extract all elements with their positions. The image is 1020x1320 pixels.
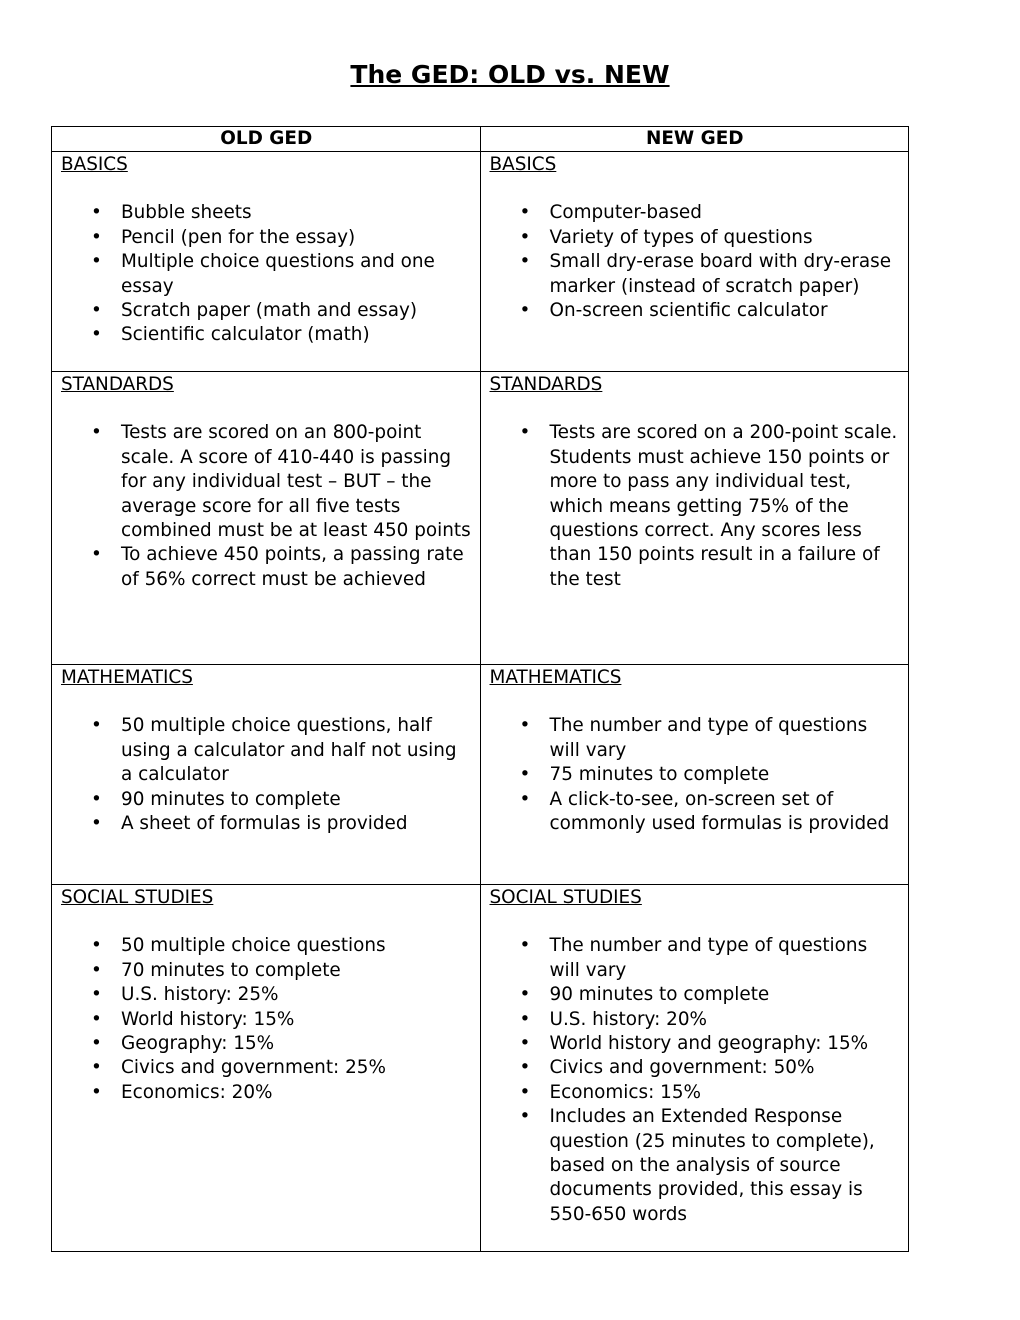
list-item: • 70 minutes to complete [121, 959, 472, 983]
list-item: • Civics and government: 50% [550, 1056, 901, 1080]
section-heading: STANDARDS [61, 374, 174, 395]
section-heading: STANDARDS [489, 374, 603, 395]
old-ged-cell [52, 152, 481, 372]
list-item: • Scratch paper (math and essay) [121, 299, 472, 323]
list-item: • Computer-based [550, 201, 901, 225]
list-item: • Tests are scored on a 200-point scale. Students must achieve 150 points or more to pass any individual test, which means getting 75% of the questions correct. Any scores less than 150 points result in a failure of the test [550, 421, 901, 592]
old-ged-cell [52, 665, 481, 885]
list-item: • Bubble sheets [121, 201, 472, 225]
new-ged-cell [480, 152, 909, 372]
list-item: • Geography: 15% [121, 1032, 472, 1056]
bullet-list [61, 934, 472, 1105]
list-item: • World history: 15% [121, 1008, 472, 1032]
section-heading: SOCIAL STUDIES [489, 887, 642, 908]
header-old-ged: OLD GED [52, 127, 481, 152]
list-item: • 90 minutes to complete [550, 983, 901, 1007]
bullet-list [61, 201, 472, 347]
list-item: • U.S. history: 25% [121, 983, 472, 1007]
section-heading: BASICS [489, 154, 557, 175]
list-item: • 50 multiple choice questions, half using a calculator and half not using a calculator [121, 714, 472, 787]
section-heading: SOCIAL STUDIES [61, 887, 214, 908]
bullet-list [61, 714, 472, 836]
table-row [52, 372, 909, 665]
list-item: • Pencil (pen for the essay) [121, 226, 472, 250]
list-item: • 50 multiple choice questions [121, 934, 472, 958]
list-item: • On-screen scientific calculator [550, 299, 901, 323]
list-item: • 90 minutes to complete [121, 788, 472, 812]
bullet-list [61, 421, 472, 592]
list-item: • The number and type of questions will vary [550, 934, 901, 983]
header-new-ged: NEW GED [480, 127, 909, 152]
list-item: • To achieve 450 points, a passing rate of 56% correct must be achieved [121, 543, 472, 592]
table-row [52, 885, 909, 1252]
header-row [52, 127, 909, 152]
list-item: • Civics and government: 25% [121, 1056, 472, 1080]
section-heading: MATHEMATICS [61, 667, 193, 688]
new-ged-cell [480, 372, 909, 665]
table-row [52, 152, 909, 372]
section-heading: MATHEMATICS [489, 667, 622, 688]
list-item: • A sheet of formulas is provided [121, 812, 472, 836]
bullet-list [490, 201, 901, 323]
list-item: • Includes an Extended Response question (25 minutes to complete), based on the analysis of source documents provided, this essay is 550-650 words [550, 1105, 901, 1227]
list-item: • Multiple choice questions and one essay [121, 250, 472, 299]
bullet-list [490, 714, 901, 836]
list-item: • Scientific calculator (math) [121, 323, 472, 347]
comparison-table [51, 126, 909, 1252]
list-item: • The number and type of questions will vary [550, 714, 901, 763]
old-ged-cell [52, 885, 481, 1252]
bullet-list [490, 934, 901, 1227]
list-item: • U.S. history: 20% [550, 1008, 901, 1032]
list-item: • Economics: 20% [121, 1081, 472, 1105]
list-item: • World history and geography: 15% [550, 1032, 901, 1056]
list-item: • Tests are scored on an 800-point scale. A score of 410-440 is passing for any individual test – BUT – the average score for all five tests combined must be at least 450 points [121, 421, 472, 543]
bullet-list [490, 421, 901, 592]
table-row [52, 665, 909, 885]
list-item: • Variety of types of questions [550, 226, 901, 250]
list-item: • 75 minutes to complete [550, 763, 901, 787]
section-heading: BASICS [61, 154, 128, 175]
page-title: The GED: OLD vs. NEW [350, 60, 670, 89]
new-ged-cell [480, 885, 909, 1252]
new-ged-cell [480, 665, 909, 885]
list-item: • Small dry-erase board with dry-erase marker (instead of scratch paper) [550, 250, 901, 299]
list-item: • Economics: 15% [550, 1081, 901, 1105]
old-ged-cell [52, 372, 481, 665]
list-item: • A click-to-see, on-screen set of commonly used formulas is provided [550, 788, 901, 837]
